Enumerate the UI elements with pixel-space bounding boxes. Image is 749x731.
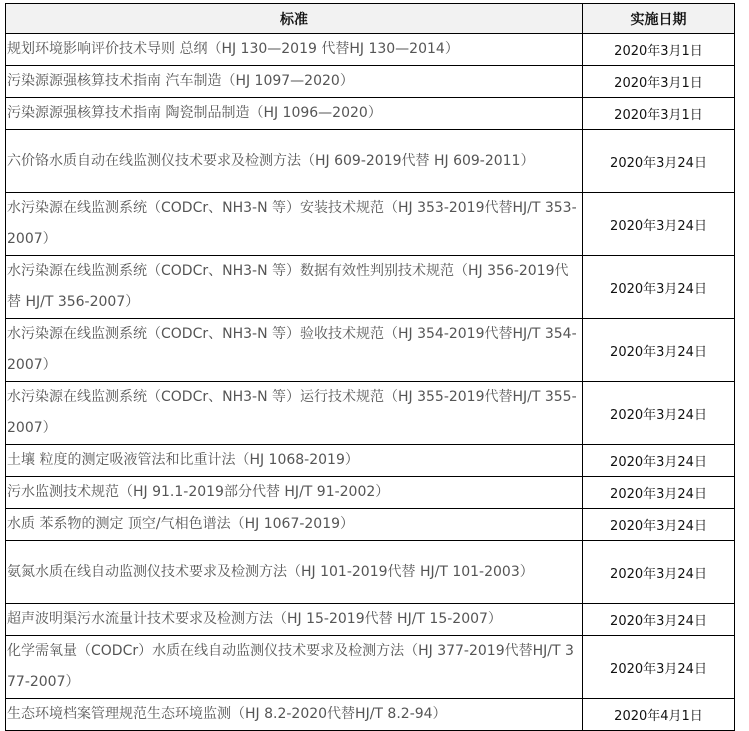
date-cell: 2020年3月24日 (583, 130, 735, 193)
table-row (6, 193, 735, 256)
date-cell: 2020年3月24日 (583, 193, 735, 256)
table-header-row (6, 4, 735, 34)
date-cell: 2020年4月1日 (583, 699, 735, 731)
table-row (6, 541, 735, 604)
standard-cell: 水质 苯系物的测定 顶空/气相色谱法（HJ 1067-2019） (6, 509, 583, 541)
date-cell: 2020年3月24日 (583, 256, 735, 319)
standard-cell: 化学需氧量（CODCr）水质在线自动监测仪技术要求及检测方法（HJ 377-2019代替HJ/T 377-2007） (6, 636, 583, 699)
table-row (6, 319, 735, 382)
date-cell: 2020年3月1日 (583, 98, 735, 130)
standard-cell: 水污染源在线监测系统（CODCr、NH3-N 等）验收技术规范（HJ 354-2019代替HJ/T 354-2007） (6, 319, 583, 382)
standards-table (5, 3, 735, 731)
standard-cell: 规划环境影响评价技术导则 总纲（HJ 130—2019 代替HJ 130—2014） (6, 34, 583, 66)
standard-cell: 水污染源在线监测系统（CODCr、NH3-N 等）安装技术规范（HJ 353-2019代替HJ/T 353-2007） (6, 193, 583, 256)
standard-cell: 土壤 粒度的测定吸液管法和比重计法（HJ 1068-2019） (6, 445, 583, 477)
standard-cell: 污染源源强核算技术指南 陶瓷制品制造（HJ 1096—2020） (6, 98, 583, 130)
date-cell: 2020年3月24日 (583, 509, 735, 541)
date-cell: 2020年3月24日 (583, 541, 735, 604)
standard-cell: 六价铬水质自动在线监测仪技术要求及检测方法（HJ 609-2019代替 HJ 609-2011） (6, 130, 583, 193)
date-cell: 2020年3月1日 (583, 66, 735, 98)
table-row (6, 130, 735, 193)
standard-cell: 超声波明渠污水流量计技术要求及检测方法（HJ 15-2019代替 HJ/T 15-2007） (6, 604, 583, 636)
date-cell: 2020年3月1日 (583, 34, 735, 66)
standard-cell: 氨氮水质在线自动监测仪技术要求及检测方法（HJ 101-2019代替 HJ/T 101-2003） (6, 541, 583, 604)
table-row (6, 477, 735, 509)
date-cell: 2020年3月24日 (583, 477, 735, 509)
standard-cell: 生态环境档案管理规范生态环境监测（HJ 8.2-2020代替HJ/T 8.2-94） (6, 699, 583, 731)
table-row (6, 636, 735, 699)
table-row (6, 34, 735, 66)
standard-cell: 污水监测技术规范（HJ 91.1-2019部分代替 HJ/T 91-2002） (6, 477, 583, 509)
table-row (6, 445, 735, 477)
standard-cell: 污染源源强核算技术指南 汽车制造（HJ 1097—2020） (6, 66, 583, 98)
table-row (6, 98, 735, 130)
date-cell: 2020年3月24日 (583, 636, 735, 699)
date-cell: 2020年3月24日 (583, 445, 735, 477)
standard-cell: 水污染源在线监测系统（CODCr、NH3-N 等）运行技术规范（HJ 355-2019代替HJ/T 355-2007） (6, 382, 583, 445)
date-cell: 2020年3月24日 (583, 319, 735, 382)
standard-cell: 水污染源在线监测系统（CODCr、NH3-N 等）数据有效性判别技术规范（HJ 356-2019代替 HJ/T 356-2007） (6, 256, 583, 319)
table-body (6, 34, 735, 731)
table-row (6, 382, 735, 445)
date-cell: 2020年3月24日 (583, 604, 735, 636)
column-header-date: 实施日期 (583, 4, 735, 34)
table-row (6, 509, 735, 541)
table-row (6, 256, 735, 319)
column-header-standard: 标准 (6, 4, 583, 34)
table-row (6, 699, 735, 731)
table-row (6, 604, 735, 636)
date-cell: 2020年3月24日 (583, 382, 735, 445)
table-row (6, 66, 735, 98)
